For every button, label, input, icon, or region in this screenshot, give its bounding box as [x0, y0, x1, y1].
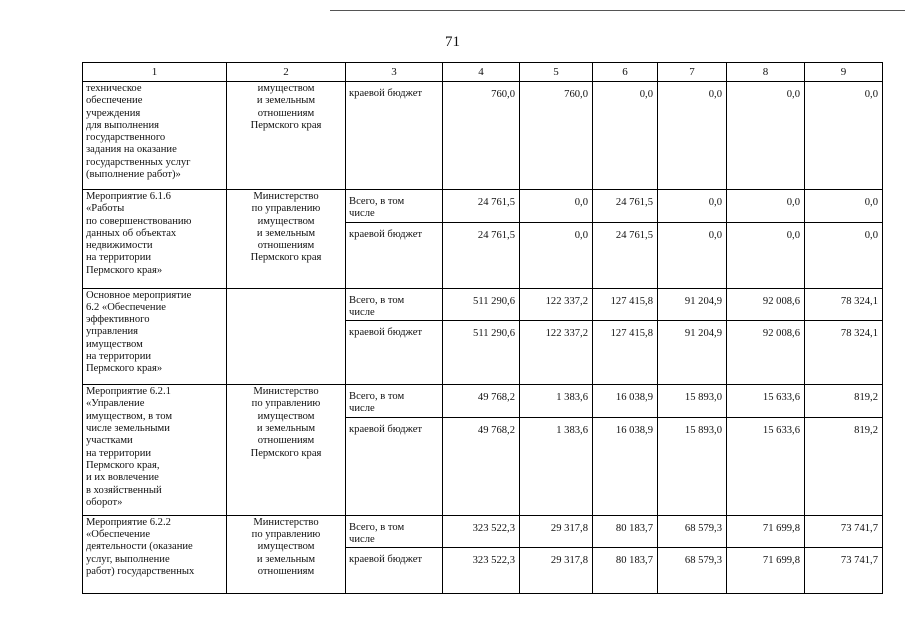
table-row [83, 82, 883, 190]
header-cell-8: 8 [727, 63, 805, 82]
amount-cell: 16 038,9 [593, 385, 658, 418]
amount-cell: 127 415,8 [593, 288, 658, 321]
amount-cell: 122 337,2 [520, 288, 593, 321]
page-number: 71 [445, 34, 460, 50]
amount-cell: 49 768,2 [443, 385, 520, 418]
table-header-row [83, 63, 883, 82]
funding-source-cell: краевой бюджет [346, 321, 443, 385]
funding-source-cell: Всего, в том числе [346, 190, 443, 223]
amount-cell: 80 183,7 [593, 515, 658, 548]
table-row [83, 288, 883, 321]
amount-cell: 127 415,8 [593, 321, 658, 385]
amount-cell: 511 290,6 [443, 321, 520, 385]
amount-cell: 511 290,6 [443, 288, 520, 321]
amount-cell: 91 204,9 [658, 321, 727, 385]
header-cell-3: 3 [346, 63, 443, 82]
activity-name-cell: Мероприятие 6.1.6 «Работы по совершенствованию данных об объектах недвижимости на территории Пермского края» [83, 190, 227, 289]
executor-cell: Министерство по управлению имуществом и земельным отношениям Пермского края [227, 190, 346, 289]
header-cell-1: 1 [83, 63, 227, 82]
amount-cell: 92 008,6 [727, 321, 805, 385]
funding-source-cell: Всего, в том числе [346, 385, 443, 418]
table-row [83, 190, 883, 223]
amount-cell: 0,0 [805, 82, 883, 190]
header-cell-7: 7 [658, 63, 727, 82]
amount-cell: 0,0 [727, 222, 805, 288]
amount-cell: 68 579,3 [658, 548, 727, 594]
funding-source-cell: краевой бюджет [346, 417, 443, 515]
amount-cell: 1 383,6 [520, 417, 593, 515]
amount-cell: 760,0 [520, 82, 593, 190]
budget-table [82, 62, 883, 594]
amount-cell: 0,0 [658, 82, 727, 190]
activity-name-cell: техническое обеспечение учреждения для выполнения государственного задания на оказание государственных услуг (выполнение работ)» [83, 82, 227, 190]
amount-cell: 91 204,9 [658, 288, 727, 321]
amount-cell: 0,0 [593, 82, 658, 190]
amount-cell: 68 579,3 [658, 515, 727, 548]
funding-source-cell: Всего, в том числе [346, 288, 443, 321]
amount-cell: 0,0 [658, 190, 727, 223]
amount-cell: 15 633,6 [727, 385, 805, 418]
amount-cell: 24 761,5 [443, 190, 520, 223]
amount-cell: 73 741,7 [805, 548, 883, 594]
amount-cell: 78 324,1 [805, 321, 883, 385]
executor-cell: имуществом и земельным отношениям Пермского края [227, 82, 346, 190]
funding-source-cell: краевой бюджет [346, 222, 443, 288]
amount-cell: 0,0 [658, 222, 727, 288]
amount-cell: 0,0 [727, 190, 805, 223]
amount-cell: 49 768,2 [443, 417, 520, 515]
page-top-rule [330, 10, 905, 11]
amount-cell: 0,0 [520, 222, 593, 288]
amount-cell: 0,0 [805, 222, 883, 288]
amount-cell: 24 761,5 [593, 190, 658, 223]
amount-cell: 92 008,6 [727, 288, 805, 321]
table-row [83, 515, 883, 548]
table-row [83, 385, 883, 418]
amount-cell: 71 699,8 [727, 548, 805, 594]
amount-cell: 122 337,2 [520, 321, 593, 385]
funding-source-cell: краевой бюджет [346, 82, 443, 190]
amount-cell: 15 633,6 [727, 417, 805, 515]
amount-cell: 323 522,3 [443, 515, 520, 548]
amount-cell: 0,0 [727, 82, 805, 190]
amount-cell: 819,2 [805, 417, 883, 515]
amount-cell: 24 761,5 [593, 222, 658, 288]
amount-cell: 0,0 [805, 190, 883, 223]
header-cell-9: 9 [805, 63, 883, 82]
activity-name-cell: Мероприятие 6.2.2 «Обеспечение деятельности (оказание услуг, выполнение работ) государственных [83, 515, 227, 594]
executor-cell: Министерство по управлению имуществом и земельным отношениям [227, 515, 346, 594]
amount-cell: 819,2 [805, 385, 883, 418]
amount-cell: 323 522,3 [443, 548, 520, 594]
amount-cell: 73 741,7 [805, 515, 883, 548]
amount-cell: 29 317,8 [520, 548, 593, 594]
amount-cell: 80 183,7 [593, 548, 658, 594]
amount-cell: 0,0 [520, 190, 593, 223]
header-cell-4: 4 [443, 63, 520, 82]
header-cell-6: 6 [593, 63, 658, 82]
amount-cell: 16 038,9 [593, 417, 658, 515]
executor-cell: Министерство по управлению имуществом и земельным отношениям Пермского края [227, 385, 346, 516]
amount-cell: 760,0 [443, 82, 520, 190]
amount-cell: 71 699,8 [727, 515, 805, 548]
activity-name-cell: Основное мероприятие 6.2 «Обеспечение эффективного управления имуществом на территории Пермского края» [83, 288, 227, 385]
activity-name-cell: Мероприятие 6.2.1 «Управление имуществом, в том числе земельными участками на территории Пермского края, и их вовлечение в хозяйственный оборот» [83, 385, 227, 516]
executor-cell [227, 288, 346, 385]
amount-cell: 15 893,0 [658, 417, 727, 515]
amount-cell: 78 324,1 [805, 288, 883, 321]
header-cell-5: 5 [520, 63, 593, 82]
header-cell-2: 2 [227, 63, 346, 82]
amount-cell: 29 317,8 [520, 515, 593, 548]
table-body [83, 63, 883, 594]
funding-source-cell: краевой бюджет [346, 548, 443, 594]
amount-cell: 1 383,6 [520, 385, 593, 418]
funding-source-cell: Всего, в том числе [346, 515, 443, 548]
amount-cell: 24 761,5 [443, 222, 520, 288]
amount-cell: 15 893,0 [658, 385, 727, 418]
